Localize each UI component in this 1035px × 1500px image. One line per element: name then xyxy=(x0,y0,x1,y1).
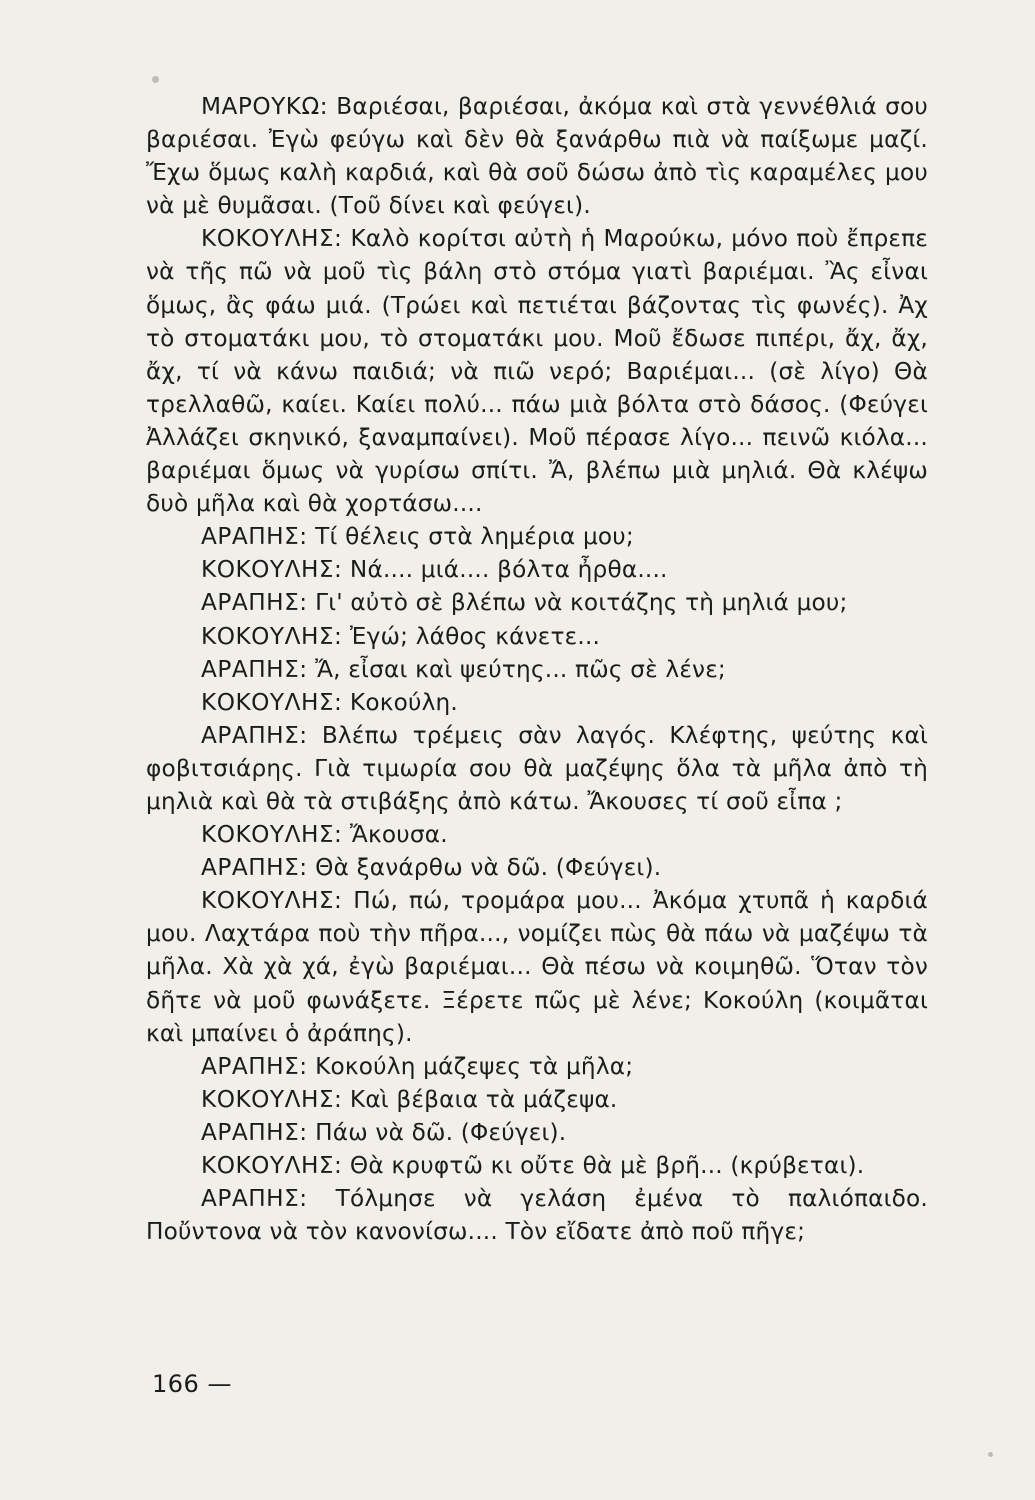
speaker-name: ΑΡΑΠΗΣ: xyxy=(201,523,308,551)
speaker-name: ΚΟΚΟΥΛΗΣ: xyxy=(201,1152,343,1179)
line-text: Γι' αὐτὸ σὲ βλέπω νὰ κοιτάζης τὴ μηλιά μου; xyxy=(315,589,848,617)
speaker-name: ΚΟΚΟΥΛΗΣ: xyxy=(201,688,343,716)
speaker-name: ΚΟΚΟΥΛΗΣ: xyxy=(201,622,343,650)
line-text: Καλὸ κορίτσι αὐτὴ ἡ Μαρούκω, μόνο ποὺ ἔπρεπε νὰ τῆς πῶ νὰ μοῦ τὶς βάλη στὸ στόμα γιατὶ βαριέμαι. Ἂς εἶναι ὅμως, ἂς φάω μιά. (Τρώει καὶ πετιέται βάζοντας τὶς φωνές). Ἀχ τὸ στοματάκι μου, τὸ στοματάκι μου. Μοῦ ἔδωσε πιπέρι, ἄχ, ἄχ, ἄχ, τί νὰ κάνω παιδιά; νὰ πιῶ νερό; Βαριέμαι... (σὲ λίγο) Θὰ τρελλαθῶ, καίει. Καίει πολύ... πάω μιὰ βόλτα στὸ δάσος. (Φεύγει Ἀλλάζει σκηνικό, ξαναμπαίνει). Μοῦ πέρασε λίγο... πεινῶ κιόλα... βαριέμαι ὅμως νὰ γυρίσω σπίτι. Ἄ, βλέπω μιὰ μηλιά. Θὰ κλέψω δυὸ μῆλα καὶ θὰ χορτάσω.... xyxy=(146,225,928,518)
dialogue-line xyxy=(146,686,928,719)
line-text: Βλέπω τρέμεις σὰν λαγός. Κλέφτης, ψεύτης καὶ φοβιτσιάρης. Γιὰ τιμωρία σου θὰ μαζέψης ὅλα τὰ μῆλα ἀπὸ τὴ μηλιὰ καὶ θὰ τὰ στιβάξης ἀπὸ κάτω. Ἄκουσες τί σοῦ εἶπα ; xyxy=(146,721,928,815)
speaker-name: ΑΡΑΠΗΣ: xyxy=(201,655,308,683)
dialogue-line xyxy=(146,586,928,619)
line-text: Βαριέσαι, βαριέσαι, ἀκόμα καὶ στὰ γεννέθλιά σου βαριέσαι. Ἐγὼ φεύγω καὶ δὲν θὰ ξανάρθω πιὰ νὰ παίξωμε μαζί. Ἔχω ὅμως καλὴ καρδιά, καὶ θὰ σοῦ δώσω ἀπὸ τὶς καραμέλες μου νὰ μὲ θυμᾶσαι. (Τοῦ δίνει καὶ φεύγει). xyxy=(146,93,928,220)
speaker-name: ΚΟΚΟΥΛΗΣ: xyxy=(201,1085,343,1113)
speaker-name: ΑΡΑΠΗΣ: xyxy=(201,589,308,617)
line-text: Θὰ ξανάρθω νὰ δῶ. (Φεύγει). xyxy=(315,854,662,882)
dialogue-line xyxy=(146,884,928,1049)
speaker-name: ΚΟΚΟΥΛΗΣ: xyxy=(201,887,343,915)
speaker-name: ΚΟΚΟΥΛΗΣ: xyxy=(201,821,343,849)
dialogue-line xyxy=(146,1083,928,1116)
dialogue-line xyxy=(146,851,928,884)
ink-speck xyxy=(152,76,159,83)
dialogue-line xyxy=(146,653,928,686)
line-text: Ἄ, εἶσαι καὶ ψεύτης... πῶς σὲ λένε; xyxy=(315,655,726,683)
speaker-name: ΚΟΚΟΥΛΗΣ: xyxy=(201,225,343,253)
line-text: Θὰ κρυφτῶ κι οὔτε θὰ μὲ βρῆ... (κρύβεται). xyxy=(349,1152,865,1179)
line-text: Πώ, πώ, τρομάρα μου... Ἀκόμα χτυπᾶ ἡ καρδιά μου. Λαχτάρα ποὺ τὴν πῆρα..., νομίζει πὼς θὰ πάω νὰ μαζέψω τὰ μῆλα. Χὰ χὰ χά, ἐγὼ βαριέμαι... Θὰ πέσω νὰ κοιμηθῶ. Ὅταν τὸν δῆτε νὰ μοῦ φωνάξετε. Ξέρετε πῶς μὲ λένε; Κοκούλη (κοιμᾶται καὶ μπαίνει ὁ ἀράπης). xyxy=(146,887,928,1047)
dialogue-line xyxy=(146,1116,928,1149)
line-text: Ἐγώ; λάθος κάνετε... xyxy=(349,622,601,650)
speaker-name: ΑΡΑΠΗΣ: xyxy=(201,1052,308,1080)
dialogue-line xyxy=(146,1149,928,1182)
dialogue-line xyxy=(146,620,928,653)
play-dialogue xyxy=(146,90,928,1248)
dialogue-line xyxy=(146,818,928,851)
line-text: Κοκούλη μάζεψες τὰ μῆλα; xyxy=(315,1052,634,1080)
line-text: Πάω νὰ δῶ. (Φεύγει). xyxy=(315,1118,567,1146)
line-text: Καὶ βέβαια τὰ μάζεψα. xyxy=(349,1085,618,1113)
line-text: Νά.... μιά.... βόλτα ἦρθα.... xyxy=(349,556,668,584)
dialogue-line xyxy=(146,222,928,520)
dialogue-line xyxy=(146,1050,928,1083)
line-text: Τόλμησε νὰ γελάση ἐμένα τὸ παλιόπαιδο. Ποὔντονα νὰ τὸν κανονίσω.... Τὸν εἴδατε ἀπὸ ποῦ πῆγε; xyxy=(146,1185,928,1246)
speaker-name: ΑΡΑΠΗΣ: xyxy=(201,1185,308,1213)
speaker-name: ΚΟΚΟΥΛΗΣ: xyxy=(201,556,343,584)
speaker-name: ΑΡΑΠΗΣ: xyxy=(201,721,308,749)
dialogue-line xyxy=(146,90,928,222)
line-text: Τί θέλεις στὰ λημέρια μου; xyxy=(315,523,634,551)
dialogue-line xyxy=(146,520,928,553)
line-text: Ἄκουσα. xyxy=(349,821,448,849)
dialogue-line xyxy=(146,553,928,586)
line-text: Κοκούλη. xyxy=(349,688,458,716)
dialogue-line xyxy=(146,719,928,818)
speaker-name: ΑΡΑΠΗΣ: xyxy=(201,854,308,882)
page-number: 166 — xyxy=(152,1370,232,1398)
ink-speck xyxy=(988,1452,993,1457)
speaker-name: ΑΡΑΠΗΣ: xyxy=(201,1118,308,1146)
dialogue-line xyxy=(146,1182,928,1248)
speaker-name: ΜΑΡΟΥΚΩ: xyxy=(201,93,329,120)
